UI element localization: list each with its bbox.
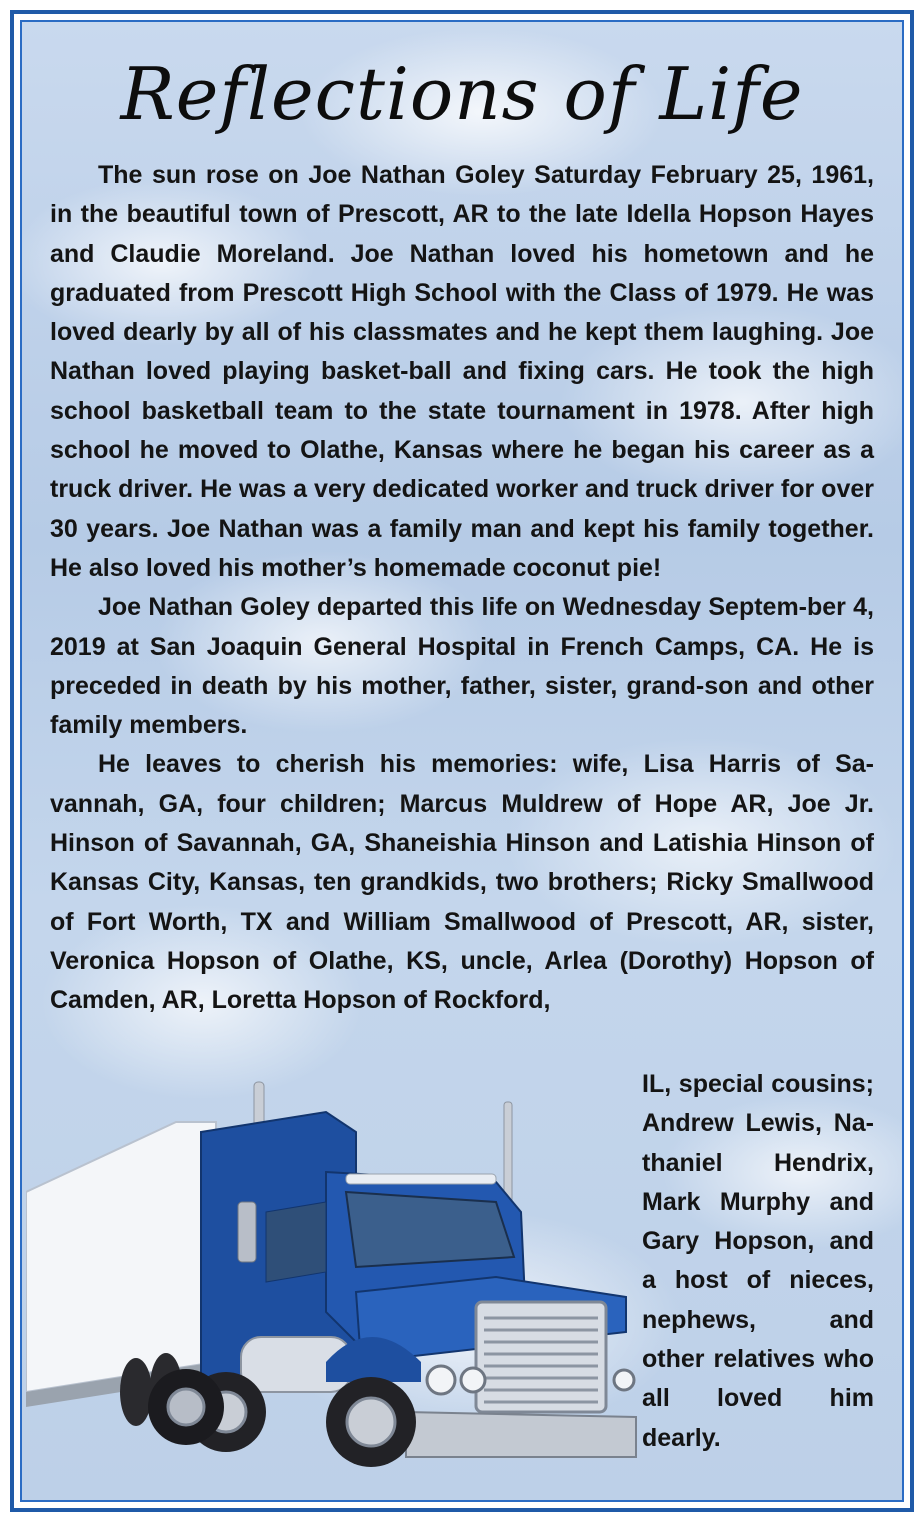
paragraph-survivors: He leaves to cherish his memories: wife, Lisa Harris of Sa-vannah, GA, four children; Marcus Muldrew of Hope AR, Joe Jr. Hinson of Savannah, GA, Shaneishia Hinson and Latishia Hinson of Kansas City, Kansas, ten grandkids, two brothers; Ricky Smallwood of Fort Worth, TX and William Smallwood of Prescott, AR, sister, Veronica Hopson of Olathe, KS, uncle, Arlea (Dorothy) Hopson of Camden, AR, Loretta Hopson of Rockford, <box>50 750 874 1015</box>
page-title: Reflections of Life <box>120 52 804 136</box>
side-mirror <box>238 1202 256 1262</box>
side-window <box>266 1202 326 1282</box>
windshield <box>346 1192 514 1267</box>
obituary-body <box>50 156 874 1021</box>
page-frame <box>10 10 914 1512</box>
headlight <box>427 1366 455 1394</box>
trailer <box>26 1122 216 1392</box>
headlight <box>461 1368 485 1392</box>
paragraph-birth: The sun rose on Joe Nathan Goley Saturday February 25, 1961, in the beautiful town of Prescott, AR to the late Idella Hopson Hayes and Claudie Moreland. Joe Nathan loved his hometown and he graduated from Prescott High School with the Class of 1979. He was loved dearly by all of his classmates and he kept them laughing. Joe Nathan loved playing basket-ball and fixing cars. He took the high school basketball team to the state tournament in 1978. After high school he moved to Olathe, Kansas where he began his career as a truck driver. He was a very dedicated worker and truck driver for over 30 years. Joe Nathan was a family man and kept his family together. He also loved his mother’s homemade coconut pie! <box>50 161 874 582</box>
semi-truck-illustration <box>26 1062 646 1492</box>
paragraph-survivors-continued: IL, special cousins; Andrew Lewis, Na-thaniel Hendrix, Mark Murphy and Gary Hopson, and a host of nieces, nephews, and other relatives who all loved him dearly. <box>642 1070 874 1452</box>
cloud-background <box>20 20 904 1502</box>
trailer-wheel <box>120 1358 152 1426</box>
headlight <box>614 1370 634 1390</box>
paragraph-departure: Joe Nathan Goley departed this life on Wednesday Septem-ber 4, 2019 at San Joaquin General Hospital in French Camps, CA. He is preceded in death by his mother, father, sister, grand-son and other family members. <box>50 593 874 740</box>
front-bumper <box>406 1412 636 1457</box>
